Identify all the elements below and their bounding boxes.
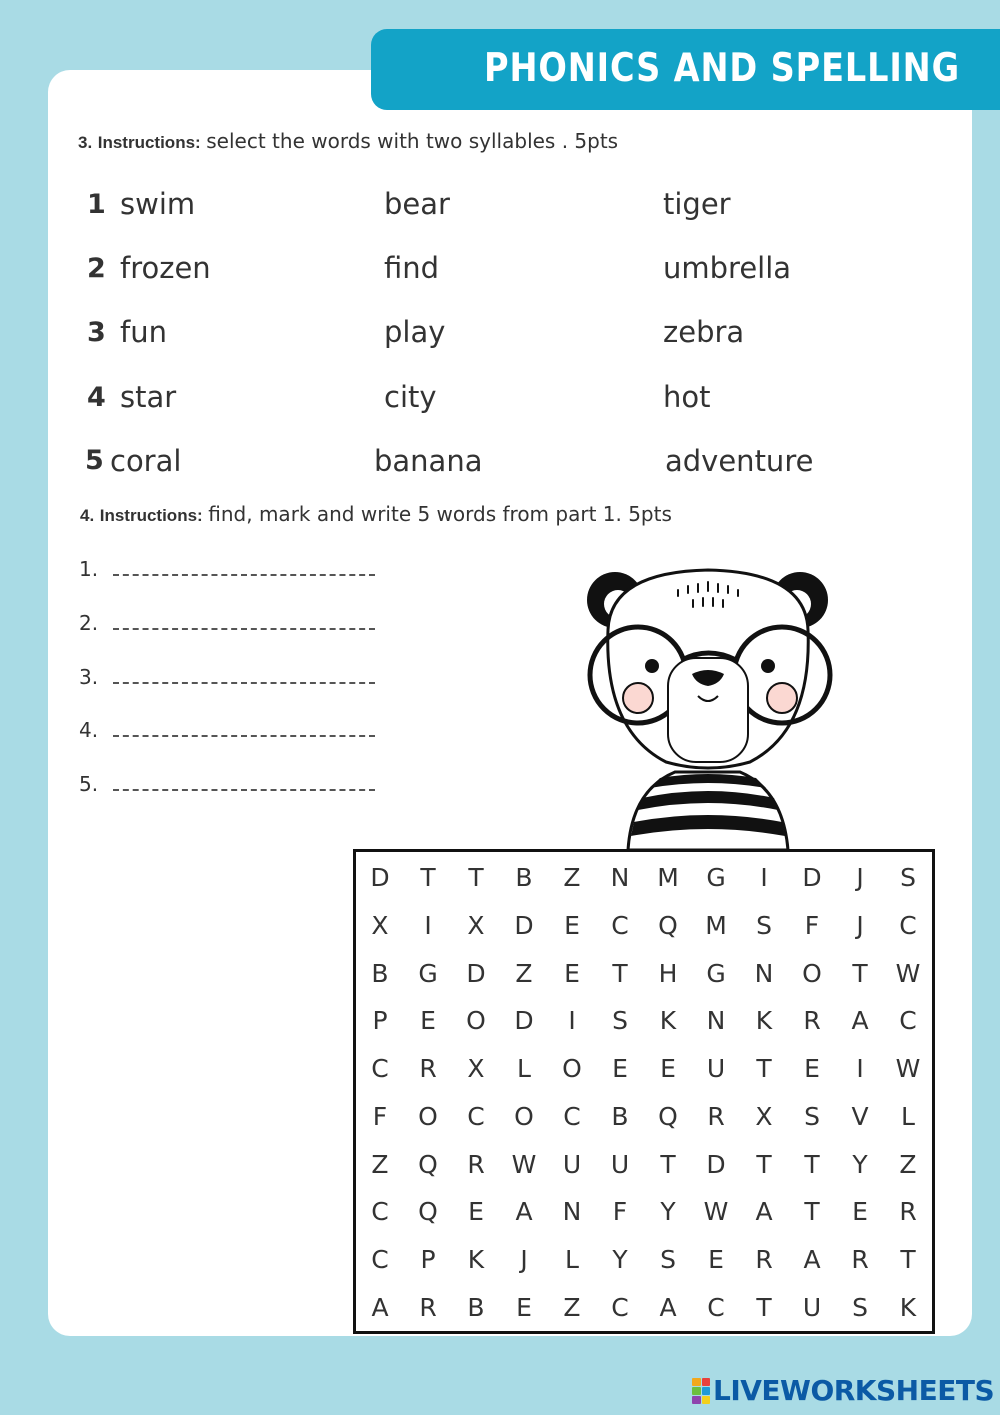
grid-letter[interactable]: L (565, 1244, 579, 1274)
grid-letter[interactable]: F (804, 911, 820, 941)
grid-letter[interactable]: S (852, 1292, 868, 1322)
grid-letter[interactable]: S (804, 1101, 820, 1131)
answer-line[interactable] (113, 574, 375, 576)
grid-letter[interactable]: T (804, 1149, 820, 1179)
grid-letter[interactable]: C (467, 1101, 485, 1131)
grid-letter[interactable]: P (420, 1244, 436, 1274)
grid-letter[interactable]: Z (899, 1149, 917, 1179)
section3-number: 3. (78, 133, 93, 152)
grid-letter[interactable]: C (611, 1292, 629, 1322)
grid-letter[interactable]: I (856, 1054, 864, 1084)
grid-letter[interactable]: R (707, 1101, 725, 1131)
grid-letter[interactable]: T (612, 958, 628, 988)
grid-letter[interactable]: D (706, 1149, 726, 1179)
section4-text: find, mark and write 5 words from part 1. 5pts (208, 502, 672, 526)
grid-letter[interactable]: C (899, 911, 917, 941)
grid-letter[interactable]: C (899, 1006, 917, 1036)
grid-letter[interactable]: C (611, 911, 629, 941)
word-option[interactable]: find (384, 251, 440, 285)
word-option[interactable]: city (384, 380, 437, 414)
grid-letter[interactable]: U (562, 1149, 582, 1179)
grid-letter[interactable]: C (371, 1244, 389, 1274)
grid-letter[interactable]: I (424, 911, 432, 941)
grid-letter[interactable]: E (420, 1006, 436, 1036)
word-option[interactable]: zebra (663, 315, 745, 349)
answer-number: 2. (79, 611, 99, 635)
word-option[interactable]: swim (120, 187, 196, 221)
grid-letter[interactable]: O (418, 1101, 438, 1131)
page-title: PHONICS AND SPELLING (484, 46, 961, 91)
grid-letter[interactable]: X (371, 911, 389, 941)
word-option[interactable]: bear (384, 187, 450, 221)
liveworksheets-logo (692, 1374, 994, 1407)
grid-letter[interactable]: W (895, 958, 921, 988)
grid-letter[interactable]: X (467, 1054, 485, 1084)
grid-letter[interactable]: M (657, 863, 679, 893)
grid-letter[interactable]: E (660, 1054, 676, 1084)
word-option[interactable]: hot (663, 380, 711, 414)
grid-letter[interactable]: A (371, 1292, 389, 1322)
grid-letter[interactable]: T (756, 1149, 772, 1179)
grid-letter[interactable]: Q (418, 1149, 438, 1179)
grid-letter[interactable]: T (756, 1292, 772, 1322)
grid-letter[interactable]: E (564, 911, 580, 941)
grid-letter[interactable]: B (611, 1101, 629, 1131)
grid-letter[interactable]: E (612, 1054, 628, 1084)
grid-letter[interactable]: A (803, 1244, 821, 1274)
word-option[interactable]: fun (120, 315, 167, 349)
grid-letter[interactable]: D (370, 863, 390, 893)
grid-letter[interactable]: Y (852, 1149, 868, 1179)
grid-letter[interactable]: C (563, 1101, 581, 1131)
grid-letter[interactable]: U (802, 1292, 822, 1322)
grid-letter[interactable]: W (511, 1149, 537, 1179)
grid-letter[interactable]: Z (371, 1149, 389, 1179)
bear-illustration (580, 560, 835, 850)
grid-letter[interactable]: X (467, 911, 485, 941)
section3-label: Instructions: (97, 133, 201, 152)
grid-letter[interactable]: S (756, 911, 772, 941)
grid-letter[interactable]: O (466, 1006, 486, 1036)
grid-letter[interactable]: C (371, 1054, 389, 1084)
row-number: 3 (87, 317, 106, 348)
grid-letter[interactable]: T (420, 863, 436, 893)
grid-letter[interactable]: U (706, 1054, 726, 1084)
grid-letter[interactable]: P (372, 1006, 388, 1036)
grid-letter[interactable]: D (514, 911, 534, 941)
answer-line[interactable] (113, 735, 375, 737)
grid-letter[interactable]: V (851, 1101, 869, 1131)
grid-letter[interactable]: R (419, 1292, 437, 1322)
grid-letter[interactable]: A (659, 1292, 677, 1322)
grid-letter[interactable]: G (418, 958, 438, 988)
grid-letter[interactable]: C (707, 1292, 725, 1322)
grid-letter[interactable]: Z (563, 1292, 581, 1322)
answer-line[interactable] (113, 628, 375, 630)
grid-letter[interactable]: B (467, 1292, 485, 1322)
grid-letter[interactable]: Z (515, 958, 533, 988)
answer-number: 1. (79, 557, 99, 581)
grid-letter[interactable]: S (612, 1006, 628, 1036)
answer-number: 4. (79, 718, 99, 742)
grid-letter[interactable]: D (466, 958, 486, 988)
grid-letter[interactable]: Q (418, 1197, 438, 1227)
grid-letter[interactable]: N (754, 958, 774, 988)
word-option[interactable]: play (384, 315, 446, 349)
row-number: 5 (85, 445, 104, 476)
row-number: 1 (87, 189, 106, 220)
grid-letter[interactable]: R (803, 1006, 821, 1036)
grid-letter[interactable]: E (804, 1054, 820, 1084)
grid-letter[interactable]: O (802, 958, 822, 988)
grid-letter[interactable]: D (514, 1006, 534, 1036)
logo-text: LIVEWORKSHEETS (713, 1374, 995, 1407)
word-option[interactable]: frozen (120, 251, 211, 285)
grid-letter[interactable]: Y (660, 1197, 676, 1227)
row-number: 4 (87, 382, 106, 413)
grid-letter[interactable]: G (706, 863, 726, 893)
grid-letter[interactable]: O (514, 1101, 534, 1131)
grid-letter[interactable]: S (660, 1244, 676, 1274)
grid-letter[interactable]: R (467, 1149, 485, 1179)
grid-letter[interactable]: H (658, 958, 678, 988)
grid-letter[interactable]: N (610, 863, 630, 893)
grid-letter[interactable]: T (900, 1244, 916, 1274)
grid-letter[interactable]: E (468, 1197, 484, 1227)
grid-letter[interactable]: W (703, 1197, 729, 1227)
logo-block (692, 1396, 701, 1404)
grid-letter[interactable]: X (755, 1101, 773, 1131)
grid-letter[interactable]: U (610, 1149, 630, 1179)
grid-letter[interactable]: R (851, 1244, 869, 1274)
grid-letter[interactable]: B (515, 863, 533, 893)
grid-letter[interactable]: J (520, 1244, 528, 1274)
grid-letter[interactable]: T (756, 1054, 772, 1084)
row-number: 2 (87, 253, 106, 284)
section3-text: select the words with two syllables . 5pts (206, 129, 619, 153)
grid-letter[interactable]: Q (658, 1101, 678, 1131)
grid-letter[interactable]: K (467, 1244, 485, 1274)
logo-block (702, 1387, 711, 1395)
logo-block (692, 1378, 701, 1386)
logo-icon (692, 1378, 710, 1404)
grid-letter[interactable]: T (468, 863, 484, 893)
grid-letter[interactable]: I (568, 1006, 576, 1036)
word-option[interactable]: banana (374, 444, 483, 478)
grid-letter[interactable]: D (802, 863, 822, 893)
grid-letter[interactable]: C (371, 1197, 389, 1227)
grid-letter[interactable]: K (755, 1006, 773, 1036)
grid-letter[interactable]: E (516, 1292, 532, 1322)
grid-letter[interactable]: A (515, 1197, 533, 1227)
grid-letter[interactable]: T (660, 1149, 676, 1179)
logo-block (702, 1378, 711, 1386)
word-option[interactable]: tiger (663, 187, 731, 221)
section4-number: 4. (80, 506, 95, 525)
grid-letter[interactable]: I (760, 863, 768, 893)
grid-letter[interactable]: T (804, 1197, 820, 1227)
answer-number: 5. (79, 772, 99, 796)
grid-letter[interactable]: B (371, 958, 389, 988)
grid-letter[interactable]: N (562, 1197, 582, 1227)
grid-letter[interactable]: N (706, 1006, 726, 1036)
grid-letter[interactable]: F (612, 1197, 628, 1227)
grid-letter[interactable]: E (852, 1197, 868, 1227)
grid-letter[interactable]: O (562, 1054, 582, 1084)
grid-letter[interactable]: R (899, 1197, 917, 1227)
grid-letter[interactable]: R (755, 1244, 773, 1274)
grid-letter[interactable]: G (706, 958, 726, 988)
answer-line[interactable] (113, 682, 375, 684)
section3-instructions (78, 129, 618, 154)
grid-letter[interactable]: F (372, 1101, 388, 1131)
section4-label: Instructions: (99, 506, 203, 525)
grid-letter[interactable]: L (517, 1054, 531, 1084)
grid-letter[interactable]: T (852, 958, 868, 988)
grid-letter[interactable]: Z (563, 863, 581, 893)
grid-letter[interactable]: Y (612, 1244, 628, 1274)
answer-line[interactable] (113, 789, 375, 791)
word-option[interactable]: star (120, 380, 177, 414)
grid-letter[interactable]: R (419, 1054, 437, 1084)
word-option[interactable]: adventure (665, 444, 814, 478)
word-option[interactable]: coral (110, 444, 182, 478)
grid-letter[interactable]: K (899, 1292, 917, 1322)
logo-block (702, 1396, 711, 1404)
answer-number: 3. (79, 665, 99, 689)
grid-letter[interactable]: Q (658, 911, 678, 941)
word-search-grid (353, 849, 935, 1334)
logo-block (692, 1387, 701, 1395)
grid-letter[interactable]: E (564, 958, 580, 988)
grid-letter[interactable]: A (851, 1006, 869, 1036)
grid-letter[interactable]: W (895, 1054, 921, 1084)
grid-letter[interactable]: K (659, 1006, 677, 1036)
grid-letter[interactable]: S (900, 863, 916, 893)
grid-letter[interactable]: J (856, 863, 864, 893)
grid-letter[interactable]: L (901, 1101, 915, 1131)
section4-instructions (80, 502, 672, 527)
grid-letter[interactable]: J (856, 911, 864, 941)
grid-letter[interactable]: A (755, 1197, 773, 1227)
grid-letter[interactable]: E (708, 1244, 724, 1274)
word-option[interactable]: umbrella (663, 251, 792, 285)
grid-letter[interactable]: M (705, 911, 727, 941)
